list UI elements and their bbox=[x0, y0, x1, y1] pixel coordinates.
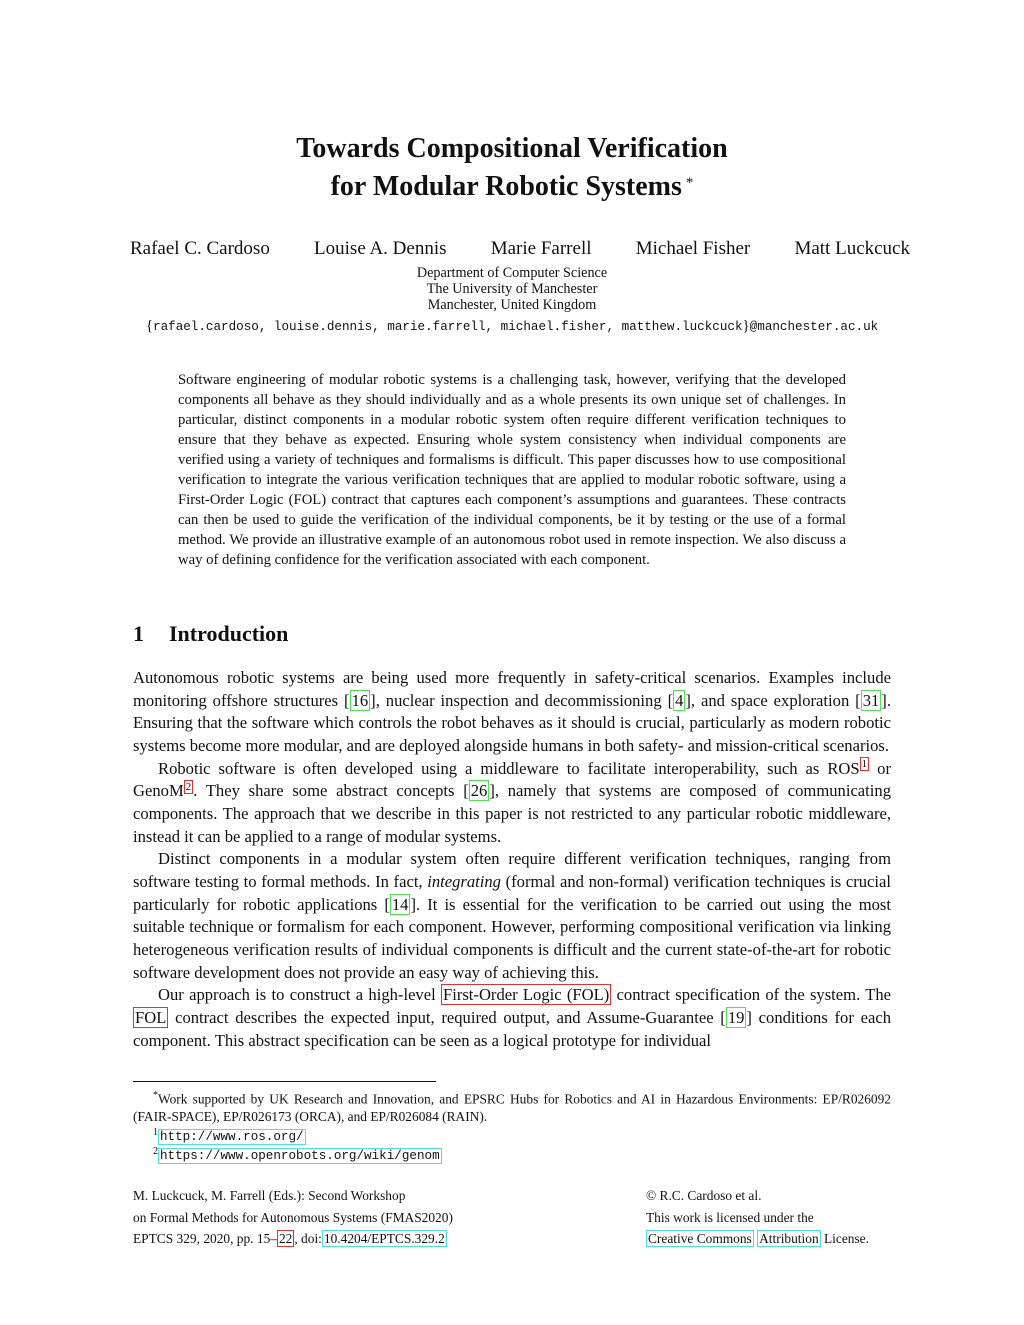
footnote-link-1[interactable]: 1 bbox=[861, 758, 868, 771]
footnote-star-text: Work supported by UK Research and Innovation, and EPSRC Hubs for Robotics and AI in Hazardous Environments: EP/R026092 (FAIR-SPACE), EP/R026173 (ORCA), and EP/R026084 (RAIN). bbox=[133, 1091, 891, 1124]
emphasis: integrating bbox=[427, 871, 501, 891]
text-run: EPTCS 329, 2020, pp. 15– bbox=[133, 1231, 277, 1246]
email-names: rafael.cardoso, louise.dennis, marie.farrell, michael.fisher, matthew.luckcuck bbox=[153, 320, 743, 334]
body-text bbox=[133, 667, 891, 1052]
footer-right-line-2: This work is licensed under the bbox=[646, 1209, 814, 1225]
title-footnote-mark[interactable]: * bbox=[685, 175, 694, 191]
text-run: Distinct components in a modular system often require different verification techniques, ranging from software testing to formal methods. In fact, bbox=[133, 849, 891, 891]
text-run: ], and space exploration [ bbox=[685, 690, 861, 710]
paragraph-3 bbox=[133, 848, 891, 984]
footnote-2-mark: 2 bbox=[153, 1146, 158, 1157]
title-line-2 bbox=[0, 168, 1024, 206]
footer-right bbox=[646, 1185, 906, 1250]
citation-link[interactable]: 19 bbox=[727, 1007, 745, 1027]
title-line-1: Towards Compositional Verification bbox=[296, 133, 728, 164]
citation-link[interactable]: 26 bbox=[470, 781, 488, 801]
section-heading bbox=[133, 621, 288, 647]
text-run: contract specification of the system. The bbox=[611, 985, 891, 1005]
title-line-2-text: for Modular Robotic Systems bbox=[330, 171, 682, 202]
text-run: Autonomous robotic systems are being used more frequently in safety-critical scenarios. Examples include monitoring offshore structures [ bbox=[133, 668, 891, 710]
acronym-link-fol[interactable]: FOL bbox=[135, 1007, 167, 1027]
author-5: Matt Luckcuck bbox=[794, 238, 910, 259]
footnote-1-mark: 1 bbox=[153, 1127, 158, 1138]
author-2: Louise A. Dennis bbox=[314, 238, 447, 259]
author-3: Marie Farrell bbox=[490, 238, 592, 259]
citation-link[interactable]: 14 bbox=[391, 894, 409, 914]
acronym-link-fol-full[interactable]: First-Order Logic (FOL) bbox=[442, 985, 610, 1005]
author-4: Michael Fisher bbox=[635, 238, 751, 259]
footer-left-line-1: M. Luckcuck, M. Farrell (Eds.): Second Workshop bbox=[133, 1188, 406, 1203]
text-run: Our approach is to construct a high-level bbox=[158, 985, 441, 1005]
text-run: (formal and non-formal) verification techniques is crucial particularly for robotic applications [ bbox=[133, 871, 891, 914]
text-run: License. bbox=[820, 1231, 869, 1246]
text-run: , doi: bbox=[294, 1231, 322, 1246]
citation-link[interactable]: 16 bbox=[351, 690, 369, 710]
footnote-2-url[interactable]: https://www.openrobots.org/wiki/genom bbox=[160, 1149, 440, 1164]
last-page-link[interactable]: 22 bbox=[278, 1231, 293, 1246]
footer-right-line-1: © R.C. Cardoso et al. bbox=[646, 1188, 762, 1203]
affiliation-dept: Department of Computer Science bbox=[416, 265, 608, 281]
text-run: ], nuclear inspection and decommissioning [ bbox=[370, 690, 674, 710]
affiliation-univ: The University of Manchester bbox=[426, 281, 598, 297]
footer-left-line-2: on Formal Methods for Autonomous Systems (FMAS2020) bbox=[133, 1209, 453, 1225]
license-link-cc[interactable]: Creative Commons bbox=[648, 1231, 752, 1246]
author-1: Rafael C. Cardoso bbox=[130, 238, 270, 259]
text-run: or GenoM bbox=[133, 758, 891, 801]
footnote-link-2[interactable]: 2 bbox=[185, 780, 192, 793]
email-domain: @manchester.ac.uk bbox=[749, 320, 879, 334]
citation-link[interactable]: 31 bbox=[862, 690, 880, 710]
footer-right-line-3 bbox=[646, 1228, 906, 1250]
section-number: 1 bbox=[133, 621, 144, 646]
text-run: contract describes the expected input, required output, and Assume-Guarantee [ bbox=[168, 1007, 726, 1027]
footnote-2 bbox=[133, 1143, 891, 1166]
affiliation-city: Manchester, United Kingdom bbox=[427, 297, 597, 313]
affiliation bbox=[0, 265, 1024, 313]
footer-left bbox=[133, 1185, 553, 1250]
footnote-rule bbox=[133, 1081, 436, 1082]
text-run: ]. It is essential for the verification to be carried out using the most suitable technique or formalism for each component. However, performing compositional verification via linking heterogeneous verification results of individual components is difficult and the current state-of-the-art for robotic software development does not provide an easy way of achieving this. bbox=[133, 894, 891, 982]
footer-left-line-3 bbox=[133, 1228, 553, 1250]
email-brace-open: { bbox=[145, 318, 154, 334]
paragraph-4 bbox=[133, 984, 891, 1052]
text-run: ], namely that systems are composed of communicating components. The approach that we describe in this paper is not restricted to any particular robotic middleware, instead it can be applied to a range of modular systems. bbox=[133, 781, 891, 846]
paragraph-2 bbox=[133, 758, 891, 849]
doi-link[interactable]: 10.4204/EPTCS.329.2 bbox=[323, 1231, 445, 1246]
text-run: ]. Ensuring that the software which controls the robot behaves as it should is crucial, particularly as modern robotic systems become more modular, and are deployed alongside humans in both safety- and mission-critical scenarios. bbox=[133, 690, 891, 755]
text-run: Robotic software is often developed using a middleware to facilitate interoperability, such as ROS bbox=[158, 758, 860, 778]
footnote-star-mark: * bbox=[153, 1090, 158, 1101]
text-run: . They share some abstract concepts [ bbox=[193, 781, 469, 801]
paper-title bbox=[0, 130, 1024, 206]
abstract: Software engineering of modular robotic systems is a challenging task, however, verifying that the developed components all behave as they should individually and as a whole presents its own unique set of challenges. In particular, distinct components in a modular robotic system often require different verification techniques to ensure that they behave as expected. Ensuring whole system consistency when individual components are verified using a variety of techniques and formalisms is difficult. This paper discusses how to use compositional verification to integrate the various verification techniques that are applied to modular robotic software, using a First-Order Logic (FOL) contract that captures each component’s assumptions and guarantees. These contracts can then be used to guide the verification of the individual components, be it by testing or the use of a formal method. We provide an illustrative example of an autonomous robot used in remote inspection. We also discuss a way of defining confidence for the verification associated with each component. bbox=[178, 372, 846, 569]
email-brace-close: } bbox=[742, 318, 750, 334]
paragraph-1 bbox=[133, 667, 891, 758]
citation-link[interactable]: 4 bbox=[675, 690, 684, 710]
footnote-1-url[interactable]: http://www.ros.org/ bbox=[160, 1130, 304, 1145]
text-run: ] conditions for each component. This abstract specification can be seen as a logical prototype for individual bbox=[133, 1007, 891, 1050]
footnote-star bbox=[133, 1087, 891, 1125]
author-emails bbox=[0, 318, 1024, 335]
section-title: Introduction bbox=[169, 621, 289, 646]
license-link-attribution[interactable]: Attribution bbox=[759, 1231, 819, 1246]
author-list bbox=[130, 238, 910, 260]
